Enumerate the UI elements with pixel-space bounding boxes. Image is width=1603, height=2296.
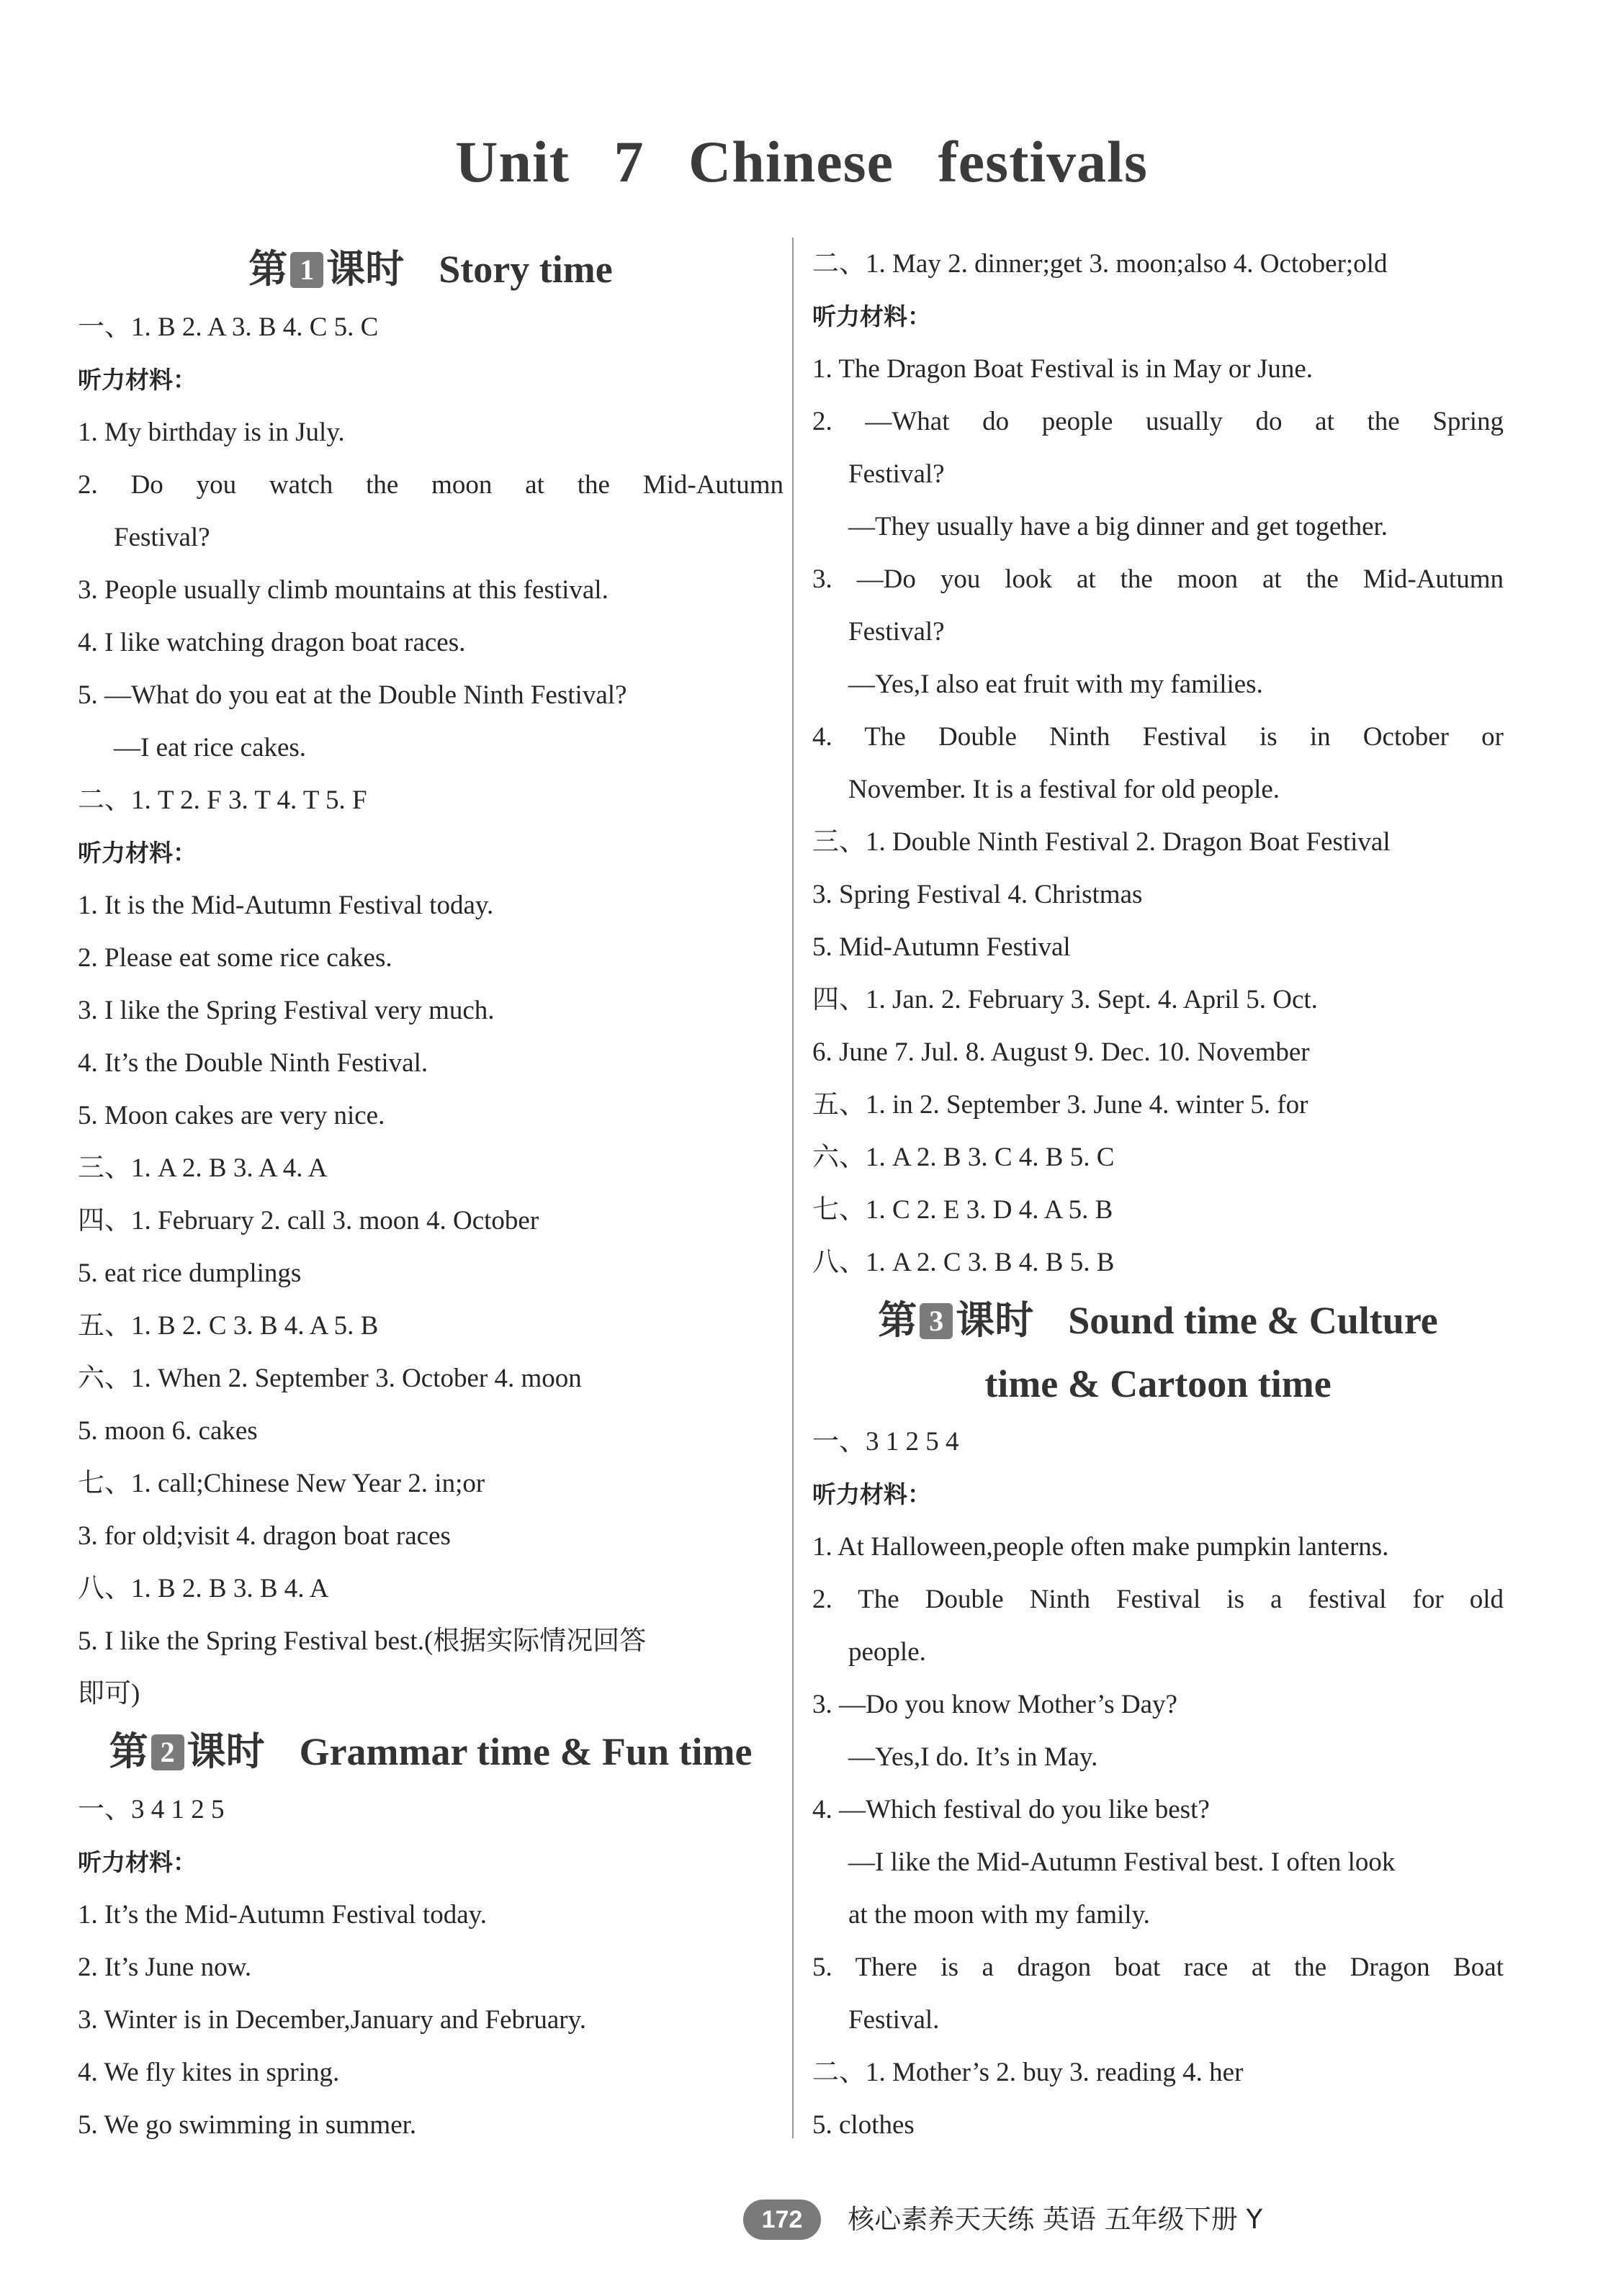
answer-line: Festival? — [848, 459, 945, 489]
answer-line: 1. At Halloween,people often make pumpkin lanterns. — [812, 1532, 1389, 1562]
answer-line: 八、1. A 2. C 3. B 4. B 5. B — [812, 1248, 1115, 1277]
answer-line: 4. —Which festival do you like best? — [812, 1795, 1210, 1824]
listening-material-label: 听力材料： — [812, 1480, 931, 1508]
answer-line: —Yes,I do. It’s in May. — [848, 1742, 1098, 1772]
answer-line: 5. There is a dragon boat race at the Dragon Boat — [812, 1953, 1504, 1982]
answer-line: November. It is a festival for old people. — [848, 775, 1280, 804]
answer-line: 4. It’s the Double Ninth Festival. — [78, 1048, 428, 1078]
answer-line: Festival. — [848, 2005, 940, 2035]
answer-line: 4. I like watching dragon boat races. — [78, 628, 466, 657]
section-header-title: Sound time & Culture — [1068, 1299, 1438, 1342]
section-header — [812, 1289, 1504, 1352]
section-header-prefix: 第 — [109, 1729, 148, 1774]
page-title: Unit 7 Chinese festivals — [455, 129, 1148, 194]
answer-line: 五、1. B 2. C 3. B 4. A 5. B — [78, 1311, 379, 1341]
answer-line: —I like the Mid-Autumn Festival best. I often look — [848, 1847, 1396, 1877]
listening-material-label: 听力材料： — [812, 302, 931, 330]
answer-line: 1. It’s the Mid-Autumn Festival today. — [78, 1900, 487, 1930]
lesson-number-badge: 3 — [920, 1303, 953, 1339]
answer-line: —Yes,I also eat fruit with my families. — [848, 670, 1263, 699]
answer-line: 5. —What do you eat at the Double Ninth Festival? — [78, 680, 627, 710]
answer-line: 三、1. A 2. B 3. A 4. A — [78, 1153, 328, 1183]
section-header-continued: time & Cartoon time — [984, 1362, 1332, 1405]
answer-line: Festival? — [114, 523, 210, 552]
page-number: 172 — [743, 2200, 821, 2240]
answer-line: —They usually have a big dinner and get together. — [848, 512, 1388, 541]
answer-line: 6. June 7. Jul. 8. August 9. Dec. 10. November — [812, 1037, 1310, 1067]
answer-line: 5. I like the Spring Festival best.(根据实际情况回答 — [78, 1626, 647, 1656]
section-header-lesson: 课时 — [187, 1729, 265, 1774]
right-column — [812, 238, 1504, 2151]
section-header-prefix: 第 — [248, 246, 288, 292]
answer-line: 3. —Do you look at the moon at the Mid-Autumn — [812, 564, 1504, 594]
answer-line: 六、1. A 2. B 3. C 4. B 5. C — [812, 1143, 1115, 1172]
answer-line: 4. The Double Ninth Festival is in October or — [812, 722, 1504, 752]
answer-line: 一、1. B 2. A 3. B 4. C 5. C — [78, 312, 379, 342]
listening-material-label: 听力材料： — [78, 1848, 197, 1876]
section-header-title: Grammar time & Fun time — [299, 1730, 753, 1773]
answer-line: 1. It is the Mid-Autumn Festival today. — [78, 891, 494, 920]
answer-line: 六、1. When 2. September 3. October 4. moon — [78, 1364, 582, 1393]
answer-line: 5. We go swimming in summer. — [78, 2110, 417, 2140]
listening-material-label: 听力材料： — [78, 839, 197, 867]
answer-line: 2. Please eat some rice cakes. — [78, 943, 392, 973]
answer-line: 3. for old;visit 4. dragon boat races — [78, 1521, 451, 1551]
answer-line: 八、1. B 2. B 3. B 4. A — [78, 1574, 329, 1603]
answer-line: 七、1. C 2. E 3. D 4. A 5. B — [812, 1195, 1113, 1225]
answer-line: 1. My birthday is in July. — [78, 418, 345, 447]
section-header — [78, 1720, 783, 1783]
answer-line: 1. The Dragon Boat Festival is in May or June. — [812, 354, 1314, 384]
section-header-lesson: 课时 — [326, 246, 405, 292]
page-footer — [743, 2196, 1262, 2239]
lesson-number-badge: 1 — [290, 252, 323, 288]
answer-line: 4. We fly kites in spring. — [78, 2058, 340, 2087]
left-column — [78, 238, 783, 2151]
answer-line: 5. Mid-Autumn Festival — [812, 932, 1071, 962]
answer-line: 四、1. Jan. 2. February 3. Sept. 4. April 5. Oct. — [812, 985, 1318, 1014]
answer-line: 一、3 1 2 5 4 — [812, 1427, 959, 1457]
section-header-title: Story time — [439, 248, 613, 291]
answer-line: 2. —What do people usually do at the Spring — [812, 407, 1504, 436]
answer-line: 3. Winter is in December,January and February. — [78, 2005, 586, 2035]
answer-line: 2. Do you watch the moon at the Mid-Autumn — [78, 470, 783, 500]
book-title: 核心素养天天练 英语 五年级下册 Y — [848, 2203, 1263, 2235]
answer-line: 3. I like the Spring Festival very much. — [78, 996, 495, 1025]
answer-line: 3. People usually climb mountains at this festival. — [78, 575, 609, 605]
answer-line: 二、1. Mother’s 2. buy 3. reading 4. her — [812, 2058, 1244, 2087]
listening-material-label: 听力材料： — [78, 366, 197, 394]
answer-line: people. — [848, 1637, 926, 1667]
answer-line: 七、1. call;Chinese New Year 2. in;or — [78, 1469, 485, 1498]
column-divider — [792, 238, 794, 2138]
answer-line: 三、1. Double Ninth Festival 2. Dragon Boat Festival — [812, 827, 1391, 857]
answer-line: 2. It’s June now. — [78, 1953, 252, 1982]
answer-line: 二、1. May 2. dinner;get 3. moon;also 4. October;old — [812, 249, 1388, 279]
answer-line: 一、3 4 1 2 5 — [78, 1795, 225, 1824]
answer-line: at the moon with my family. — [848, 1900, 1150, 1930]
answer-line: —I eat rice cakes. — [114, 733, 307, 762]
answer-line: 即可) — [78, 1679, 140, 1709]
answer-line: 五、1. in 2. September 3. June 4. winter 5. for — [812, 1090, 1308, 1120]
answer-line: 3. —Do you know Mother’s Day? — [812, 1690, 1177, 1719]
answer-line: 5. moon 6. cakes — [78, 1416, 258, 1446]
section-header-prefix: 第 — [878, 1297, 917, 1343]
lesson-number-badge: 2 — [151, 1734, 184, 1770]
answer-line: 二、1. T 2. F 3. T 4. T 5. F — [78, 785, 367, 815]
section-header-lesson: 课时 — [956, 1297, 1034, 1343]
answer-line: 3. Spring Festival 4. Christmas — [812, 880, 1143, 909]
answer-line: Festival? — [848, 617, 945, 647]
answer-line: 四、1. February 2. call 3. moon 4. October — [78, 1206, 539, 1235]
answer-line: 5. Moon cakes are very nice. — [78, 1101, 385, 1130]
answer-line: 5. clothes — [812, 2110, 915, 2140]
answer-line: 5. eat rice dumplings — [78, 1259, 302, 1288]
answer-line: 2. The Double Ninth Festival is a festival for old — [812, 1585, 1504, 1614]
section-header — [78, 238, 783, 301]
